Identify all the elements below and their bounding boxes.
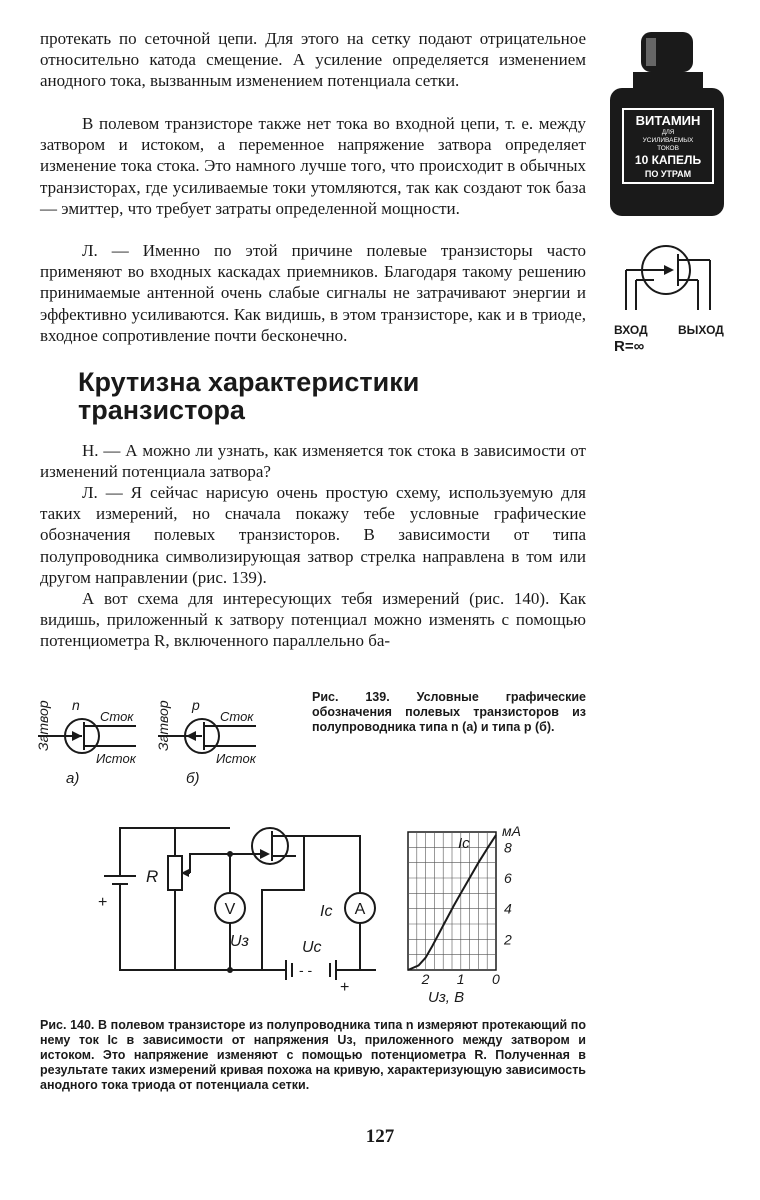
paragraph-5: Л. — Я сейчас нарисую очень простую схему, используемую для таких измерений, но сначала покажу тебе условные графические обозначения полевых транзисторов. В зависимости от типа полупроводника символизирующая затвор стрелка направлена в том или другом направлении (рис. 139).: [40, 483, 586, 587]
fig139-p-type-symbol: [156, 686, 276, 796]
voltmeter-label: V: [224, 901, 236, 918]
fig140-characteristic-chart: [398, 820, 538, 1010]
y-tick-label: 4: [504, 900, 512, 917]
fig139-caption: Рис. 139. Условные графические обозначения полевых транзисторов из полупроводника типа n (а) и типа p (б).: [312, 690, 586, 734]
battery-dash: - -: [299, 962, 313, 978]
battery2-plus: +: [340, 979, 350, 996]
label-line-2: ДЛЯ: [661, 130, 675, 136]
label-b: б): [186, 770, 200, 787]
uc-label: Uс: [302, 939, 322, 956]
gate-label-a: Затвор: [35, 700, 51, 751]
uz-label: Uз: [230, 933, 249, 950]
gate-arrow-icon: [664, 265, 674, 275]
page-number: 127: [365, 1126, 395, 1147]
type-p-label: p: [192, 697, 200, 713]
paragraph-6: А вот схема для интересующих тебя измерений (рис. 140). Как видишь, приложенный к затвору потенциал можно изменять с помощью потенциометра R, включенного параллельно ба-: [40, 589, 586, 651]
resistor-label: R: [146, 867, 159, 886]
gate-arrow-in-icon: [72, 731, 82, 741]
section-heading: Крутизна характеристики транзистора: [78, 367, 420, 425]
x-tick-label: 2: [421, 971, 430, 987]
fig140-caption: Рис. 140. В полевом транзисторе из полупроводника типа n измеряют протекающий по нему ток Iс в зависимости от напряжения Uз, приложенного между затвором и истоком. Это напряжение изменяют с помощью потенциометра R. Полученная в результате таких измерений кривая похожа на кривую, характеризующую зависимость анодного тока триода от потенциала сетки.: [40, 1018, 586, 1092]
label-line-4: ТОКОВ: [657, 145, 679, 152]
label-line-3: УСИЛИВАЕМЫХ: [642, 137, 694, 144]
label-line-1: ВИТАМИН: [635, 113, 701, 128]
ic-label: Iс: [320, 903, 333, 920]
source-label-a: Исток: [96, 751, 136, 766]
bottle-neck: [633, 72, 703, 90]
label-a: а): [66, 770, 80, 787]
fig139-n-type-symbol: [36, 686, 156, 796]
y-tick-label: 2: [504, 931, 512, 948]
potentiometer: [168, 856, 182, 890]
label-line-5: 10 КАПЕЛЬ: [634, 153, 702, 167]
gate-label-b: Затвор: [155, 700, 171, 751]
fet-cartoon-illustration: [608, 240, 728, 360]
gate-arrow-out-icon: [186, 731, 196, 741]
paragraph-2: В полевом транзисторе также нет тока во входной цепи, т. е. между затвором и истоком, а переменное напряжение затвора определяет изменение тока стока. Это намного лучше того, что происходит в обычных транзисторах, где усиливаемые токи утомляются, так как создают ток база — эмиттер, что требует затраты определенной мощности.: [40, 114, 586, 218]
drain-label-b: Сток: [220, 709, 254, 724]
ammeter-label: A: [354, 901, 366, 918]
y-tick-label: 8: [504, 839, 512, 856]
vitamin-bottle-illustration: [608, 30, 728, 220]
paragraph-4: Н. — А можно ли узнать, как изменяется ток стока в зависимости от изменений потенциала затвора?: [40, 441, 586, 482]
paragraph-3: Л. — Именно по этой причине полевые транзисторы часто применяют во входных каскадах приемников. Благодаря такому решению принимаемые антенной очень слабые сигналы не затрачивают энергии и эффективно усиливаются. Как видишь, в этом транзисторе, как и в триоде, входное сопротивление почти бесконечно.: [40, 241, 586, 345]
y-unit-label: мА: [502, 823, 521, 839]
type-n-label: n: [72, 697, 80, 713]
y-tick-label: 6: [504, 870, 512, 886]
label-line-6: ПО УТРАМ: [644, 169, 692, 179]
fig140-circuit: [90, 820, 390, 1000]
input-label: ВХОД: [614, 323, 648, 337]
x-tick-label: 0: [492, 971, 500, 987]
resistance-label: R=∞: [614, 338, 645, 355]
battery-plus: +: [98, 894, 108, 911]
source-label-b: Исток: [216, 751, 256, 766]
curve-label: Iс: [458, 835, 470, 852]
drain-label-a: Сток: [100, 709, 134, 724]
paragraph-1: протекать по сеточной цепи. Для этого на сетку подают отрицательное относительно катода смещение. А усиление определяется изменением анодного тока, вызванным изменением потенциала сетки.: [40, 29, 586, 91]
output-label: ВЫХОД: [678, 323, 724, 337]
x-tick-label: 1: [456, 971, 465, 987]
x-axis-label: Uз, В: [428, 989, 465, 1006]
fet-symbol: [252, 828, 288, 864]
